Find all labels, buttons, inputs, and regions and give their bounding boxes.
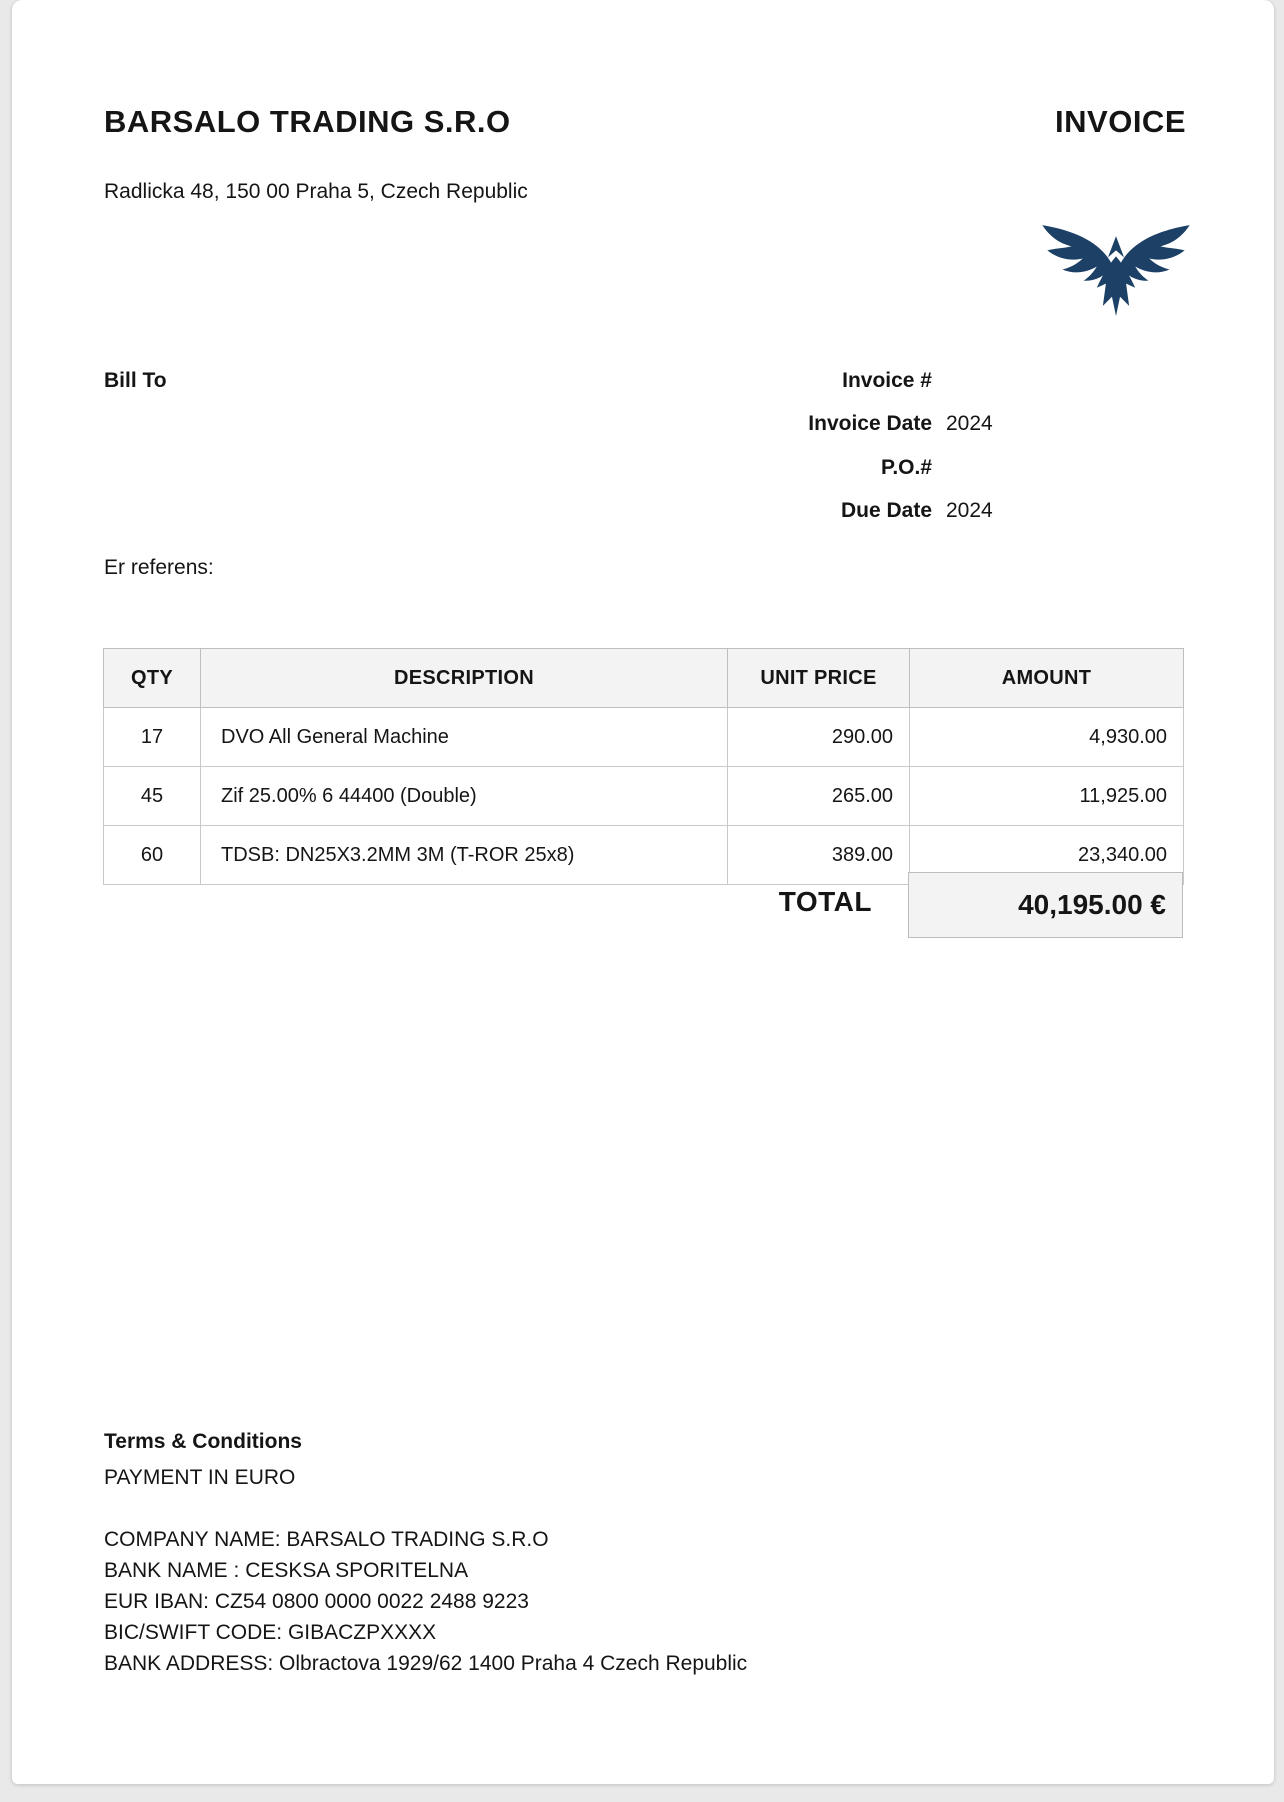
item-description: Zif 25.00% 6 44400 (Double) bbox=[201, 767, 728, 826]
meta-row-due-date bbox=[666, 499, 1186, 527]
total-amount: 40,195.00 € bbox=[908, 872, 1183, 938]
bank-swift-line: BIC/SWIFT CODE: GIBACZPXXXX bbox=[104, 1621, 437, 1644]
item-description: TDSB: DN25X3.2MM 3M (T-ROR 25x8) bbox=[201, 826, 728, 885]
company-name: BARSALO TRADING S.R.O bbox=[104, 104, 511, 139]
item-unit-price: 290.00 bbox=[728, 708, 910, 767]
due-date-label: Due Date bbox=[840, 499, 932, 522]
item-qty: 17 bbox=[104, 708, 201, 767]
reference-note: Er referens: bbox=[104, 556, 214, 579]
item-unit-price: 389.00 bbox=[728, 826, 910, 885]
bank-company-name-line: COMPANY NAME: BARSALO TRADING S.R.O bbox=[104, 1528, 549, 1551]
invoice-page bbox=[12, 0, 1274, 1784]
invoice-number-label: Invoice # bbox=[842, 369, 932, 392]
due-date-value: 2024 bbox=[946, 499, 993, 522]
meta-row-po-number bbox=[666, 456, 1186, 484]
payment-note: PAYMENT IN EURO bbox=[104, 1466, 296, 1489]
invoice-date-value: 2024 bbox=[946, 412, 993, 435]
bank-address-line: BANK ADDRESS: Olbractova 1929/62 1400 Praha 4 Czech Republic bbox=[104, 1652, 748, 1675]
line-items-table bbox=[103, 648, 1184, 885]
meta-row-invoice-date bbox=[666, 412, 1186, 440]
table-row bbox=[104, 767, 1184, 826]
eagle-wings-logo-icon bbox=[1040, 212, 1192, 318]
item-description: DVO All General Machine bbox=[201, 708, 728, 767]
po-number-label: P.O.# bbox=[881, 456, 932, 479]
terms-heading: Terms & Conditions bbox=[104, 1430, 302, 1453]
total-label: TOTAL bbox=[778, 886, 872, 917]
bank-name-line: BANK NAME : CESKSA SPORITELNA bbox=[104, 1559, 469, 1582]
item-qty: 60 bbox=[104, 826, 201, 885]
col-header-qty: QTY bbox=[104, 649, 201, 708]
invoice-date-label: Invoice Date bbox=[808, 412, 932, 435]
bill-to-label: Bill To bbox=[104, 369, 167, 392]
table-row bbox=[104, 708, 1184, 767]
item-qty: 45 bbox=[104, 767, 201, 826]
item-unit-price: 265.00 bbox=[728, 767, 910, 826]
bank-iban-line: EUR IBAN: CZ54 0800 0000 0022 2488 9223 bbox=[104, 1590, 529, 1613]
item-amount: 11,925.00 bbox=[910, 767, 1184, 826]
col-header-unit-price: UNIT PRICE bbox=[728, 649, 910, 708]
meta-row-invoice-number bbox=[666, 369, 1186, 397]
col-header-description: DESCRIPTION bbox=[201, 649, 728, 708]
bank-details-block bbox=[104, 1524, 747, 1679]
table-header-row bbox=[104, 649, 1184, 708]
company-address: Radlicka 48, 150 00 Praha 5, Czech Republic bbox=[104, 180, 528, 203]
document-title: INVOICE bbox=[1055, 104, 1186, 139]
item-amount: 23,340.00 bbox=[910, 826, 1184, 885]
col-header-amount: AMOUNT bbox=[910, 649, 1184, 708]
item-amount: 4,930.00 bbox=[910, 708, 1184, 767]
